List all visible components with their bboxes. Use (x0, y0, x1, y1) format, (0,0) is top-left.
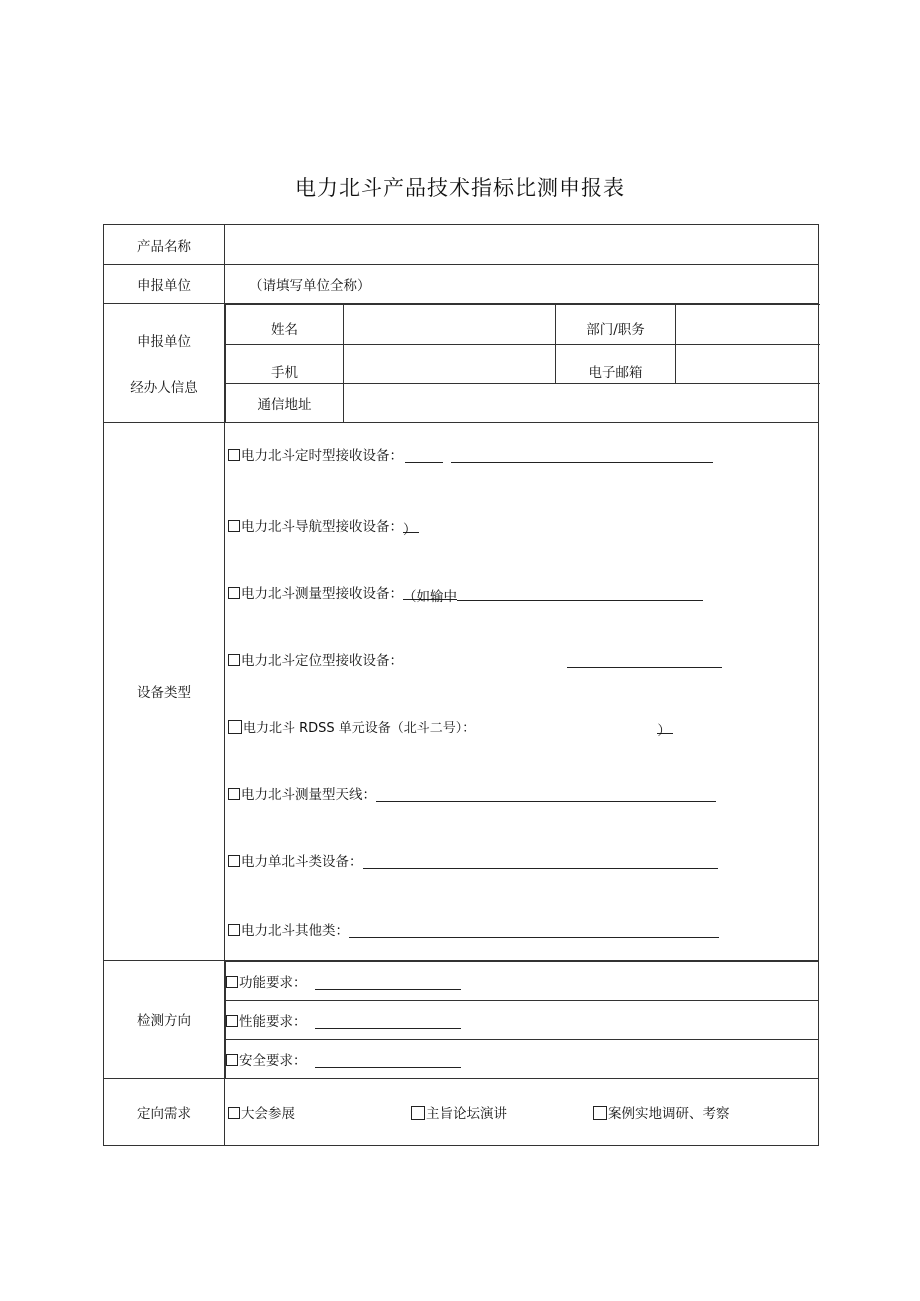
applicant-unit-hint: （请填写单位全称） (249, 278, 371, 294)
name-field[interactable] (344, 305, 556, 345)
checkbox-icon[interactable] (228, 449, 240, 461)
device-option-timing[interactable]: 电力北斗定时型接收设备： (225, 423, 818, 490)
test-direction-label: 检测方向 (104, 960, 225, 1078)
checkbox-icon[interactable] (411, 1106, 425, 1120)
checkbox-icon[interactable] (593, 1106, 607, 1120)
contact-label-line2: 经办人信息 (130, 379, 198, 396)
requirement-performance[interactable]: 性能要求： (226, 1000, 819, 1039)
surveying-suffix: （如输中 (403, 585, 457, 600)
page-title: 电力北斗产品技术指标比测申报表 (295, 176, 625, 200)
product-name-label: 产品名称 (104, 225, 225, 265)
need-keynote[interactable]: 主旨论坛演讲 (411, 1102, 593, 1122)
need-field-research[interactable]: 案例实地调研、考察 (593, 1102, 730, 1122)
checkbox-icon[interactable] (228, 1107, 240, 1119)
address-field[interactable] (344, 384, 820, 422)
device-option-navigation[interactable]: 电力北斗导航型接收设备：） (225, 490, 818, 557)
address-label: 通信地址 (226, 384, 344, 422)
checkbox-icon[interactable] (226, 976, 238, 988)
need-exhibition[interactable]: 大会参展 (228, 1102, 411, 1122)
device-option-rdss[interactable]: 电力北斗 RDSS 单元设备（北斗二号）： ） (225, 691, 818, 758)
applicant-unit-field[interactable] (225, 265, 819, 304)
contact-label-line1: 申报单位 (137, 333, 191, 350)
device-option-positioning[interactable]: 电力北斗定位型接收设备： (225, 624, 818, 691)
checkbox-icon[interactable] (228, 587, 240, 599)
phone-field[interactable] (344, 345, 556, 384)
contact-info-label (104, 304, 225, 423)
targeted-needs-label: 定向需求 (104, 1078, 225, 1145)
phone-label: 手机 (226, 345, 344, 384)
device-option-single-beidou[interactable]: 电力单北斗类设备： (225, 825, 818, 892)
navigation-suffix: ） (403, 518, 419, 533)
rdss-suffix: ） (657, 719, 673, 734)
checkbox-icon[interactable] (226, 1054, 238, 1066)
applicant-unit-label: 申报单位 (104, 265, 225, 304)
requirement-function[interactable]: 功能要求： (226, 961, 819, 1000)
product-name-field[interactable] (225, 225, 819, 265)
email-label: 电子邮箱 (556, 345, 676, 384)
contact-subtable (225, 304, 820, 422)
device-option-surveying[interactable]: 电力北斗测量型接收设备：（如输中 (225, 557, 818, 624)
device-option-other[interactable]: 电力北斗其他类： (225, 892, 818, 959)
name-label: 姓名 (226, 305, 344, 345)
dept-label: 部门/职务 (556, 305, 676, 345)
checkbox-icon[interactable] (228, 520, 240, 532)
checkbox-icon[interactable] (228, 654, 240, 666)
device-type-label: 设备类型 (104, 422, 225, 960)
checkbox-icon[interactable] (228, 788, 240, 800)
checkbox-icon[interactable] (228, 924, 240, 936)
device-option-antenna[interactable]: 电力北斗测量型天线： (225, 758, 818, 825)
email-field[interactable] (676, 345, 820, 384)
checkbox-icon[interactable] (226, 1015, 238, 1027)
test-direction-subtable (225, 961, 818, 1078)
application-form (103, 224, 819, 1146)
dept-field[interactable] (676, 305, 820, 345)
requirement-security[interactable]: 安全要求： (226, 1039, 819, 1078)
checkbox-icon[interactable] (228, 720, 242, 734)
checkbox-icon[interactable] (228, 855, 240, 867)
